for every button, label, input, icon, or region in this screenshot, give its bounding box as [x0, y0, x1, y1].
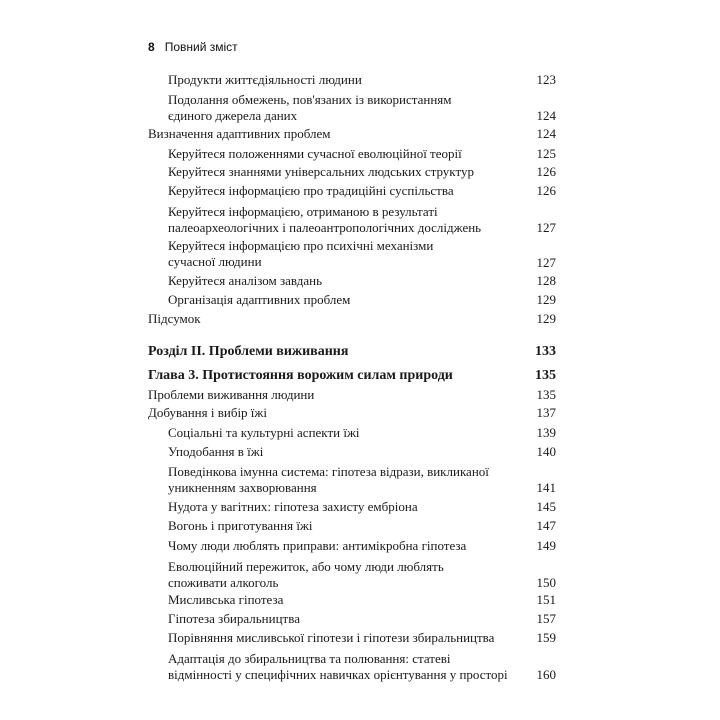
toc-entry-page: 127	[536, 255, 556, 270]
toc-entry-text: Продукти життєдіяльності людини	[168, 72, 362, 87]
toc-entry-text: Розділ II. Проблеми виживання	[148, 344, 349, 359]
toc-entry-text: споживати алкоголь	[168, 575, 279, 590]
toc-entry-text: Керуйтеся положеннями сучасної еволюційної теорії	[168, 146, 462, 161]
toc-entry-text: відмінності у специфічних навичках орієнтування у просторі	[168, 667, 508, 682]
toc-entry-text: Нудота у вагітних: гіпотеза захисту ембріона	[168, 499, 418, 514]
toc-entry-text: Уподобання в їжі	[168, 444, 264, 459]
toc-entry-text: палеоархеологічних і палеоантропологічних досліджень	[168, 220, 482, 235]
toc-entry-text: Підсумок	[148, 311, 201, 326]
toc-entry-text: Адаптація до збиральництва та полювання: статеві	[168, 651, 451, 666]
toc-entry-text: Подолання обмежень, пов'язаних із використанням	[168, 92, 452, 107]
toc-entry-page: 126	[536, 164, 556, 179]
toc-entry-text: Глава 3. Протистояння ворожим силам природи	[148, 368, 453, 383]
toc-entry-page: 133	[535, 344, 556, 359]
running-head-title: Повний зміст	[164, 40, 238, 54]
toc-entry-page: 139	[536, 425, 556, 440]
toc-entry-text: Організація адаптивних проблем	[168, 292, 351, 307]
toc-entry-page: 135	[536, 387, 556, 402]
toc-entry-page: 129	[536, 292, 556, 307]
toc-entry-page: 137	[536, 405, 556, 420]
toc-entry-text: Еволюційний пережиток, або чому люди люблять	[168, 559, 444, 574]
toc-entry-page: 149	[536, 538, 556, 553]
toc-entry-page: 151	[536, 592, 556, 607]
toc-entry-page: 128	[536, 273, 556, 288]
toc-entry-page: 140	[536, 444, 556, 459]
toc-entry-text: уникненням захворювання	[168, 480, 317, 495]
toc-entry-page: 159	[536, 630, 556, 645]
toc-entry-page: 135	[535, 368, 556, 383]
toc-entry-text: Керуйтеся аналізом завдань	[168, 273, 322, 288]
toc-entry-text: Соціальні та культурні аспекти їжі	[168, 425, 360, 440]
toc-entry-text: Поведінкова імунна система: гіпотеза відрази, викликаної	[168, 464, 489, 479]
toc-entry-page: 126	[536, 183, 556, 198]
toc-entry-text: Гіпотеза збиральництва	[168, 611, 300, 626]
toc-entry-text: Чому люди люблять приправи: антимікробна гіпотеза	[168, 538, 467, 553]
toc-entry-text: Проблеми виживання людини	[148, 387, 315, 402]
toc-entry-page: 124	[536, 126, 556, 141]
toc-entry-text: Керуйтеся інформацією про традиційні суспільства	[168, 183, 454, 198]
toc-entry-page: 160	[536, 667, 556, 682]
toc-entry-page: 147	[536, 518, 556, 533]
toc-entry-text: Порівняння мисливської гіпотези і гіпотези збиральництва	[168, 630, 495, 645]
toc-entry-page: 127	[536, 220, 556, 235]
toc-entry-page: 129	[536, 311, 556, 326]
toc-entry-text: Мисливська гіпотеза	[168, 592, 284, 607]
toc-entry-page: 145	[536, 499, 556, 514]
toc-entry-text: Керуйтеся знаннями універсальних людських структур	[168, 164, 474, 179]
toc-entry-text: Вогонь і приготування їжі	[168, 518, 313, 533]
toc-entry-text: Керуйтеся інформацією, отриманою в результаті	[168, 204, 438, 219]
toc-entry-page: 157	[536, 611, 556, 626]
toc-entry-text: Керуйтеся інформацією про психічні механізми	[168, 238, 434, 253]
toc-entry-text: єдиного джерела даних	[168, 108, 298, 123]
toc-entry-page: 125	[536, 146, 556, 161]
toc-entry-page: 124	[536, 108, 556, 123]
toc-entry-text: Добування і вибір їжі	[148, 405, 268, 420]
toc-entry-page: 123	[536, 72, 556, 87]
toc-entry-page: 150	[536, 575, 556, 590]
toc-entry-text: сучасної людини	[168, 254, 262, 269]
toc-entry-text: Визначення адаптивних проблем	[148, 126, 331, 141]
toc-entry-page: 141	[536, 480, 556, 495]
page-number: 8	[148, 40, 155, 54]
